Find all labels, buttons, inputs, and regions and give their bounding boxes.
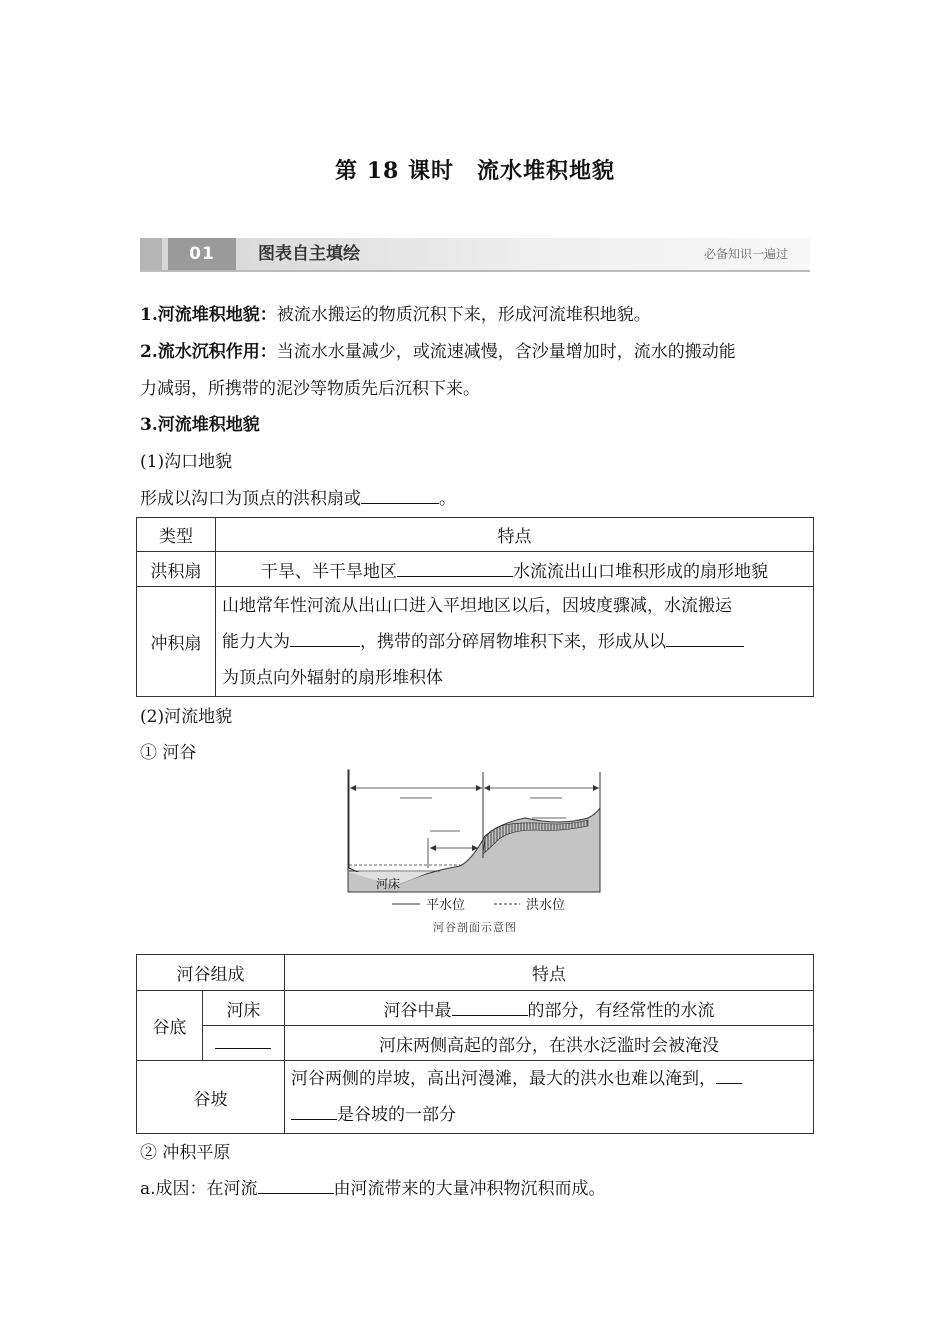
answer-blank[interactable] [452,999,528,1016]
paragraph-2 [140,337,736,362]
row-slope-line1-text: 河谷两侧的岸坡，高出河漫滩，最大的洪水也难以淹到， [291,1069,716,1089]
item-valley: ① 河谷 [140,743,197,763]
section-banner [140,238,810,272]
section-number: 01 [168,238,236,270]
row-slope-line2-text: 是谷坡的一部分 [337,1105,456,1125]
paragraph-1-text: 被流水搬运的物质沉积下来，形成河流堆积地貌。 [276,305,651,325]
riverbed-cell: 河床 [202,991,284,1026]
paragraph-2-cont: 力减弱，所携带的泥沙等物质先后沉积下来。 [140,379,480,399]
row2-line3: 为顶点向外辐射的扇形堆积体 [222,667,443,688]
row-riverbed-before: 河谷中最 [383,1000,452,1021]
table-header-type: 类型 [137,518,216,552]
banner-stripe [140,238,162,270]
valley-profile-diagram [340,768,610,938]
legend-normal-label: 平水位 [426,898,466,913]
riverbed-feature [285,991,814,1026]
row-feature-fluvial [216,587,814,697]
answer-blank[interactable] [258,1177,334,1194]
valley-bottom-label: 谷底 [137,991,203,1061]
cause-after: 由河流带来的大量冲积物沉积而成。 [333,1179,606,1199]
paragraph-1-label: 1.河流堆积地貌： [140,305,277,325]
row1-before: 干旱、半干旱地区 [261,561,397,582]
row-type-fluvial: 冲积扇 [137,587,216,697]
answer-blank[interactable] [215,1032,271,1049]
row2-line2-a: 能力大为 [222,631,290,652]
answer-blank[interactable] [290,630,360,647]
row2-line2-b: ，携带的部分碎屑物堆积下来，形成从以 [360,631,666,652]
row-type-alluvial: 洪积扇 [137,552,216,587]
floodplain-name-cell [202,1026,284,1061]
cause-before: a.成因：在河流 [140,1179,258,1199]
page-title: 第 18 课时 流水堆积地貌 [335,158,615,184]
row-slope-line1 [291,1061,807,1097]
answer-blank[interactable] [291,1103,337,1120]
subheading-2: (2)河流地貌 [140,707,233,727]
row-feature-alluvial [216,552,814,587]
answer-blank[interactable] [397,560,513,577]
section-title: 图表自主填绘 [258,244,360,264]
row1-after: 水流流出山口堆积形成的扇形地貌 [513,561,768,582]
paragraph-2-label: 2.流水沉积作用： [140,342,277,362]
answer-blank[interactable] [361,487,439,504]
fill-line-cause [140,1174,606,1199]
subheading-1: (1)沟口地貌 [140,452,233,472]
item-alluvial-plain: ② 冲积平原 [140,1143,231,1163]
table-valley-components [136,954,814,1134]
fill-line-1-before: 形成以沟口为顶点的洪积扇或 [140,489,361,509]
answer-blank[interactable] [666,630,744,647]
row-slope-line2 [291,1097,807,1133]
table2-header-part: 河谷组成 [137,955,285,991]
valley-slope-feature [285,1061,814,1134]
legend-flood-label: 洪水位 [526,898,566,913]
paragraph-1 [140,300,651,325]
row-riverbed-after: 的部分，有经常性的水流 [527,1000,715,1021]
table-fan-landforms [136,517,814,697]
paragraph-2-text1: 当流水水量减少，或流速减慢，含沙量增加时，流水的搬动能 [276,342,736,362]
valley-slope-cell: 谷坡 [137,1061,285,1134]
section-subtitle: 必备知识一遍过 [703,247,788,261]
table-header-feature: 特点 [216,518,814,552]
row2-line2 [222,624,807,660]
row2-line1: 山地常年性河流从出山口进入平坦地区以后，因坡度骤减，水流搬运 [222,595,732,616]
fill-line-1-after: 。 [439,489,456,509]
floodplain-feature: 河床两侧高起的部分，在洪水泛滥时会被淹没 [285,1026,814,1061]
paragraph-3-heading: 3.河流堆积地貌 [140,415,260,435]
riverbed-label: 河床 [376,877,401,891]
figure-caption: 河谷剖面示意图 [433,921,517,934]
fill-line-1 [140,484,456,509]
table2-header-feature: 特点 [285,955,814,991]
answer-blank[interactable] [716,1067,742,1084]
